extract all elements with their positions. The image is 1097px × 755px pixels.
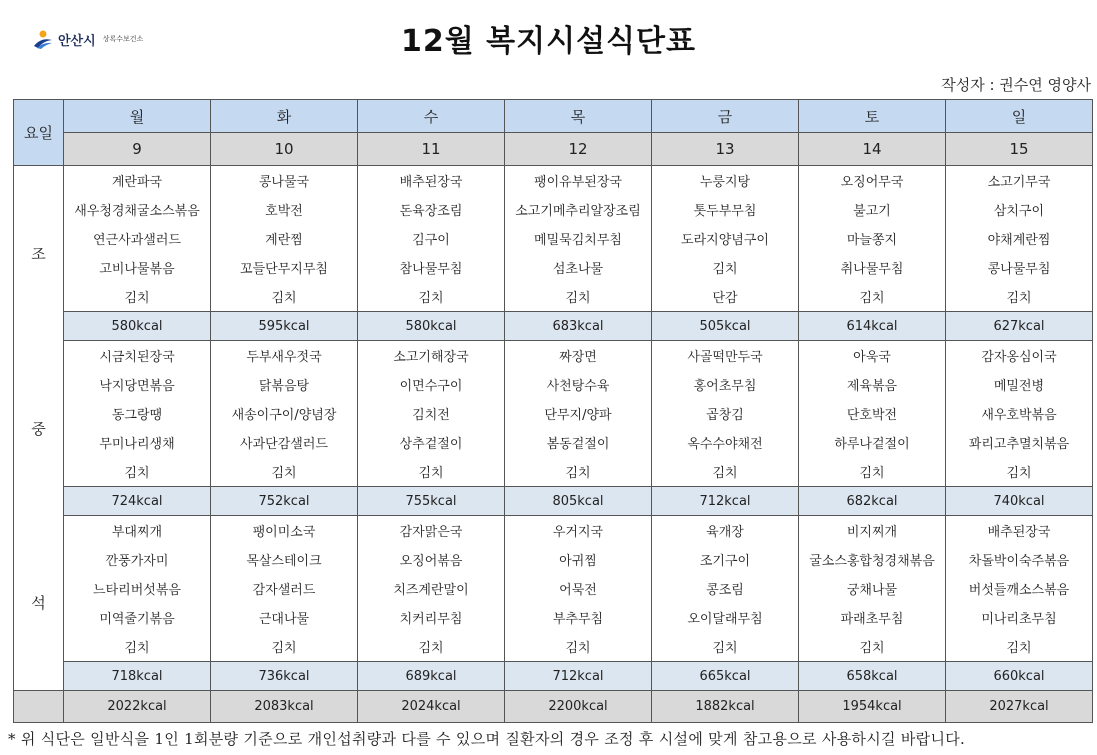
total-label-cell	[14, 691, 64, 723]
food-row	[14, 370, 1093, 399]
food-item: 꽈리고추멸치볶음	[946, 428, 1093, 457]
food-row	[14, 428, 1093, 457]
total-kcal: 2083kcal	[211, 691, 358, 723]
day-header: 일	[946, 100, 1093, 133]
food-item: 부대찌개	[64, 516, 211, 546]
kcal-value: 752kcal	[211, 487, 358, 516]
logo-name: 안산시	[58, 33, 96, 49]
header-date-row	[14, 133, 1093, 166]
food-item: 느타리버섯볶음	[64, 574, 211, 603]
food-item: 팽이미소국	[211, 516, 358, 546]
food-item: 김치	[652, 457, 799, 487]
kcal-value: 660kcal	[946, 662, 1093, 691]
logo-subtitle: 상록수보건소	[102, 35, 144, 43]
food-item: 사과단감샐러드	[211, 428, 358, 457]
food-item: 제육볶음	[799, 370, 946, 399]
kcal-value: 689kcal	[358, 662, 505, 691]
food-item: 소고기메추리알장조림	[505, 195, 652, 224]
kcal-value: 658kcal	[799, 662, 946, 691]
food-item: 김치	[652, 253, 799, 282]
header-day-row	[14, 100, 1093, 133]
kcal-row	[14, 312, 1093, 341]
total-kcal: 2022kcal	[64, 691, 211, 723]
food-item: 짜장면	[505, 341, 652, 371]
food-row	[14, 632, 1093, 662]
food-item: 이면수구이	[358, 370, 505, 399]
food-item: 부추무침	[505, 603, 652, 632]
footnote: * 위 식단은 일반식을 1인 1회분량 기준으로 개인섭취량과 다를 수 있으며 질환자의 경우 조정 후 시설에 맞게 참고용으로 사용하시길 바랍니다.	[8, 730, 966, 748]
food-row	[14, 603, 1093, 632]
total-kcal: 1882kcal	[652, 691, 799, 723]
food-item: 감자옹심이국	[946, 341, 1093, 371]
date-header: 13	[652, 133, 799, 166]
meal-label: 석	[14, 516, 64, 691]
food-row	[14, 195, 1093, 224]
food-item: 오이달래무침	[652, 603, 799, 632]
food-item: 닭볶음탕	[211, 370, 358, 399]
day-header: 화	[211, 100, 358, 133]
kcal-value: 718kcal	[64, 662, 211, 691]
food-item: 김치	[946, 632, 1093, 662]
food-item: 비지찌개	[799, 516, 946, 546]
food-row	[14, 545, 1093, 574]
kcal-value: 683kcal	[505, 312, 652, 341]
food-item: 아귀찜	[505, 545, 652, 574]
date-header: 15	[946, 133, 1093, 166]
kcal-value: 755kcal	[358, 487, 505, 516]
food-item: 치즈계란말이	[358, 574, 505, 603]
food-item: 배추된장국	[358, 166, 505, 196]
food-item: 콩조림	[652, 574, 799, 603]
food-item: 김치	[358, 457, 505, 487]
food-item: 메밀전병	[946, 370, 1093, 399]
food-item: 김치	[358, 282, 505, 312]
food-item: 도라지양념구이	[652, 224, 799, 253]
food-item: 새우청경채굴소스볶음	[64, 195, 211, 224]
food-item: 삼치구이	[946, 195, 1093, 224]
kcal-value: 724kcal	[64, 487, 211, 516]
food-row	[14, 574, 1093, 603]
kcal-value: 712kcal	[505, 662, 652, 691]
food-row	[14, 253, 1093, 282]
food-item: 계란파국	[64, 166, 211, 196]
food-item: 근대나물	[211, 603, 358, 632]
date-header: 10	[211, 133, 358, 166]
food-item: 낙지당면볶음	[64, 370, 211, 399]
food-row	[14, 457, 1093, 487]
date-header: 9	[64, 133, 211, 166]
food-item: 새우호박볶음	[946, 399, 1093, 428]
food-item: 콩나물국	[211, 166, 358, 196]
food-item: 새송이구이/양념장	[211, 399, 358, 428]
food-item: 섬초나물	[505, 253, 652, 282]
meal-label: 조	[14, 166, 64, 341]
kcal-value: 580kcal	[358, 312, 505, 341]
food-item: 연근사과샐러드	[64, 224, 211, 253]
food-item: 파래초무침	[799, 603, 946, 632]
food-item: 김치	[505, 457, 652, 487]
food-item: 김치	[358, 632, 505, 662]
kcal-value: 665kcal	[652, 662, 799, 691]
food-item: 김치	[64, 282, 211, 312]
food-item: 소고기해장국	[358, 341, 505, 371]
food-item: 하루나겉절이	[799, 428, 946, 457]
kcal-value: 805kcal	[505, 487, 652, 516]
total-kcal: 2200kcal	[505, 691, 652, 723]
food-item: 고비나물볶음	[64, 253, 211, 282]
food-item: 김치	[799, 632, 946, 662]
author-line: 작성자 : 권수연 영양사	[941, 76, 1091, 94]
food-item: 옥수수야채전	[652, 428, 799, 457]
food-item: 김구이	[358, 224, 505, 253]
food-item: 단호박전	[799, 399, 946, 428]
food-row	[14, 224, 1093, 253]
yoil-label: 요일	[14, 100, 64, 166]
food-item: 상추겉절이	[358, 428, 505, 457]
food-item: 동그랑땡	[64, 399, 211, 428]
kcal-value: 682kcal	[799, 487, 946, 516]
food-item: 김치전	[358, 399, 505, 428]
food-item: 오징어무국	[799, 166, 946, 196]
menu-table	[13, 99, 1093, 723]
total-kcal: 1954kcal	[799, 691, 946, 723]
kcal-value: 580kcal	[64, 312, 211, 341]
food-item: 우거지국	[505, 516, 652, 546]
date-header: 14	[799, 133, 946, 166]
food-item: 사천탕수육	[505, 370, 652, 399]
date-header: 12	[505, 133, 652, 166]
food-item: 취나물무침	[799, 253, 946, 282]
food-item: 미역줄기볶음	[64, 603, 211, 632]
food-item: 김치	[946, 282, 1093, 312]
food-item: 목살스테이크	[211, 545, 358, 574]
food-row	[14, 516, 1093, 546]
food-row	[14, 282, 1093, 312]
total-kcal: 2024kcal	[358, 691, 505, 723]
food-item: 꼬들단무지무침	[211, 253, 358, 282]
food-item: 단무지/양파	[505, 399, 652, 428]
food-item: 홍어초무침	[652, 370, 799, 399]
food-row	[14, 341, 1093, 371]
day-header: 목	[505, 100, 652, 133]
kcal-row	[14, 662, 1093, 691]
day-header: 월	[64, 100, 211, 133]
food-item: 호박전	[211, 195, 358, 224]
food-item: 김치	[211, 457, 358, 487]
food-item: 김치	[652, 632, 799, 662]
food-item: 김치	[946, 457, 1093, 487]
food-item: 메밀묵김치무침	[505, 224, 652, 253]
food-item: 김치	[211, 632, 358, 662]
kcal-value: 595kcal	[211, 312, 358, 341]
food-item: 아욱국	[799, 341, 946, 371]
food-item: 톳두부무침	[652, 195, 799, 224]
food-item: 김치	[64, 457, 211, 487]
food-item: 야채계란찜	[946, 224, 1093, 253]
food-item: 누룽지탕	[652, 166, 799, 196]
kcal-row	[14, 487, 1093, 516]
food-item: 감자맑은국	[358, 516, 505, 546]
food-item: 미나리초무침	[946, 603, 1093, 632]
food-item: 어묵전	[505, 574, 652, 603]
food-item: 굴소스홍합청경채볶음	[799, 545, 946, 574]
total-kcal: 2027kcal	[946, 691, 1093, 723]
food-item: 김치	[799, 457, 946, 487]
kcal-value: 736kcal	[211, 662, 358, 691]
food-item: 참나물무침	[358, 253, 505, 282]
food-item: 김치	[505, 632, 652, 662]
food-item: 곱창김	[652, 399, 799, 428]
food-item: 치커리무침	[358, 603, 505, 632]
food-item: 조기구이	[652, 545, 799, 574]
food-item: 두부새우젓국	[211, 341, 358, 371]
food-item: 단감	[652, 282, 799, 312]
food-item: 사골떡만두국	[652, 341, 799, 371]
food-item: 소고기무국	[946, 166, 1093, 196]
food-item: 마늘쫑지	[799, 224, 946, 253]
day-header: 수	[358, 100, 505, 133]
date-header: 11	[358, 133, 505, 166]
food-item: 봄동겉절이	[505, 428, 652, 457]
food-item: 차돌박이숙주볶음	[946, 545, 1093, 574]
food-item: 무미나리생채	[64, 428, 211, 457]
day-header: 금	[652, 100, 799, 133]
food-row	[14, 166, 1093, 196]
kcal-value: 712kcal	[652, 487, 799, 516]
food-item: 시금치된장국	[64, 341, 211, 371]
food-item: 돈육장조림	[358, 195, 505, 224]
food-item: 계란찜	[211, 224, 358, 253]
kcal-value: 505kcal	[652, 312, 799, 341]
food-item: 김치	[64, 632, 211, 662]
food-item: 육개장	[652, 516, 799, 546]
food-item: 팽이유부된장국	[505, 166, 652, 196]
kcal-value: 740kcal	[946, 487, 1093, 516]
food-item: 김치	[211, 282, 358, 312]
food-row	[14, 399, 1093, 428]
food-item: 불고기	[799, 195, 946, 224]
page-title: 12월 복지시설식단표	[400, 24, 697, 59]
food-item: 오징어볶음	[358, 545, 505, 574]
meal-label: 중	[14, 341, 64, 516]
food-item: 배추된장국	[946, 516, 1093, 546]
kcal-value: 614kcal	[799, 312, 946, 341]
food-item: 감자샐러드	[211, 574, 358, 603]
food-item: 궁채나물	[799, 574, 946, 603]
food-item: 깐풍가자미	[64, 545, 211, 574]
food-item: 김치	[799, 282, 946, 312]
food-item: 버섯들깨소스볶음	[946, 574, 1093, 603]
day-header: 토	[799, 100, 946, 133]
food-item: 콩나물무침	[946, 253, 1093, 282]
food-item: 김치	[505, 282, 652, 312]
kcal-value: 627kcal	[946, 312, 1093, 341]
total-row	[14, 691, 1093, 723]
